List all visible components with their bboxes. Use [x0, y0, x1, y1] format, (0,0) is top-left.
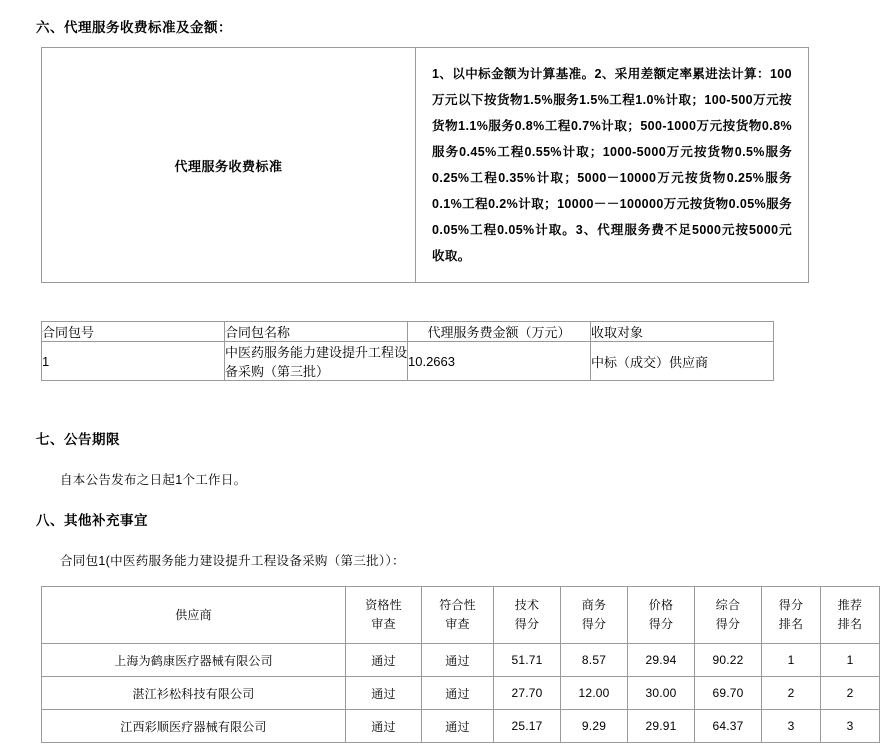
- header-score-rank-line2: 排名: [778, 617, 804, 631]
- header-recommend-rank-line2: 排名: [837, 617, 863, 631]
- header-technical-line1: 技术: [514, 598, 540, 612]
- table-row: [42, 710, 880, 743]
- header-business-line1: 商务: [581, 598, 607, 612]
- cell-price: 29.91: [628, 710, 695, 743]
- header-supplier: [42, 587, 346, 644]
- table-row: [42, 342, 774, 381]
- table-row: [42, 48, 809, 283]
- header-technical-line2: 得分: [514, 617, 540, 631]
- cell-package-name: 中医药服务能力建设提升工程设备采购（第三批）: [225, 342, 408, 381]
- header-business-score: [561, 587, 628, 644]
- cell-technical: 27.70: [494, 677, 561, 710]
- header-qualification-review: [346, 587, 422, 644]
- cell-conformity: 通过: [422, 644, 494, 677]
- section-heading-seven: 七、公告期限: [36, 432, 120, 447]
- cell-total: 90.22: [695, 644, 762, 677]
- fee-standard-description: 1、以中标金额为计算基准。2、采用差额定率累进法计算：100万元以下按货物1.5%服务1.5%工程1.0%计取；100-500万元按货物1.1%服务0.8%工程0.7%计取；500-1000万元按货物0.8%服务0.45%工程0.55%计取；1000-5000万元按货物0.5%服务0.25%工程0.35%计取；5000－10000万元按货物0.25%服务0.1%工程0.2%计取；10000－－100000万元按货物0.05%服务0.05%工程0.05%计取。3、代理服务费不足5000元按5000元收取。: [416, 48, 809, 283]
- cell-technical: 51.71: [494, 644, 561, 677]
- header-conformity-review: [422, 587, 494, 644]
- cell-qualification: 通过: [346, 677, 422, 710]
- header-price-score: [628, 587, 695, 644]
- cell-conformity: 通过: [422, 677, 494, 710]
- table-row: [42, 677, 880, 710]
- cell-score-rank: 1: [762, 644, 821, 677]
- header-package-no: 合同包号: [42, 322, 225, 342]
- header-fee-amount: 代理服务费金额（万元）: [408, 322, 591, 342]
- cell-price: 29.94: [628, 644, 695, 677]
- fee-standard-label: 代理服务收费标准: [42, 48, 416, 283]
- cell-charge-object: 中标（成交）供应商: [591, 342, 774, 381]
- table-row: [42, 644, 880, 677]
- cell-score-rank: 2: [762, 677, 821, 710]
- section-heading-six: 六、代理服务收费标准及金额：: [36, 20, 232, 35]
- header-score-rank-line1: 得分: [778, 598, 804, 612]
- table-header-row: [42, 322, 774, 342]
- section-eight-paragraph: 合同包1(中医药服务能力建设提升工程设备采购（第三批））：: [60, 554, 405, 568]
- section-heading-eight: 八、其他补充事宜: [36, 513, 148, 528]
- header-price-line2: 得分: [648, 617, 674, 631]
- header-price-line1: 价格: [648, 598, 674, 612]
- header-conformity-line1: 符合性: [439, 598, 476, 612]
- header-total-line2: 得分: [715, 617, 741, 631]
- cell-conformity: 通过: [422, 710, 494, 743]
- agency-fee-detail-table: [41, 321, 774, 381]
- header-package-name: 合同包名称: [225, 322, 408, 342]
- cell-qualification: 通过: [346, 710, 422, 743]
- cell-package-no: 1: [42, 342, 225, 381]
- cell-recommend-rank: 1: [821, 644, 880, 677]
- cell-business: 9.29: [561, 710, 628, 743]
- header-business-line2: 得分: [581, 617, 607, 631]
- agency-fee-table: [41, 47, 809, 283]
- header-score-rank: [762, 587, 821, 644]
- cell-qualification: 通过: [346, 644, 422, 677]
- cell-total: 64.37: [695, 710, 762, 743]
- table-header-row: [42, 587, 880, 644]
- cell-recommend-rank: 2: [821, 677, 880, 710]
- cell-total: 69.70: [695, 677, 762, 710]
- header-conformity-line2: 审查: [445, 617, 470, 631]
- section-seven-paragraph: 自本公告发布之日起1个工作日。: [60, 473, 247, 487]
- cell-business: 8.57: [561, 644, 628, 677]
- header-total-line1: 综合: [715, 598, 741, 612]
- cell-fee-amount: 10.2663: [408, 342, 591, 381]
- cell-supplier: 江西彩顺医疗器械有限公司: [42, 710, 346, 743]
- header-recommend-rank: [821, 587, 880, 644]
- header-qualification-line2: 审查: [371, 617, 396, 631]
- cell-price: 30.00: [628, 677, 695, 710]
- cell-technical: 25.17: [494, 710, 561, 743]
- header-qualification-line1: 资格性: [365, 598, 402, 612]
- cell-supplier: 上海为鹤康医疗器械有限公司: [42, 644, 346, 677]
- header-supplier-line1: 供应商: [175, 607, 212, 622]
- header-charge-object: 收取对象: [591, 322, 774, 342]
- cell-business: 12.00: [561, 677, 628, 710]
- cell-supplier: 湛江衫松科技有限公司: [42, 677, 346, 710]
- supplier-score-table: [41, 586, 880, 743]
- cell-recommend-rank: 3: [821, 710, 880, 743]
- header-technical-score: [494, 587, 561, 644]
- header-recommend-rank-line1: 推荐: [837, 598, 863, 612]
- header-total-score: [695, 587, 762, 644]
- cell-score-rank: 3: [762, 710, 821, 743]
